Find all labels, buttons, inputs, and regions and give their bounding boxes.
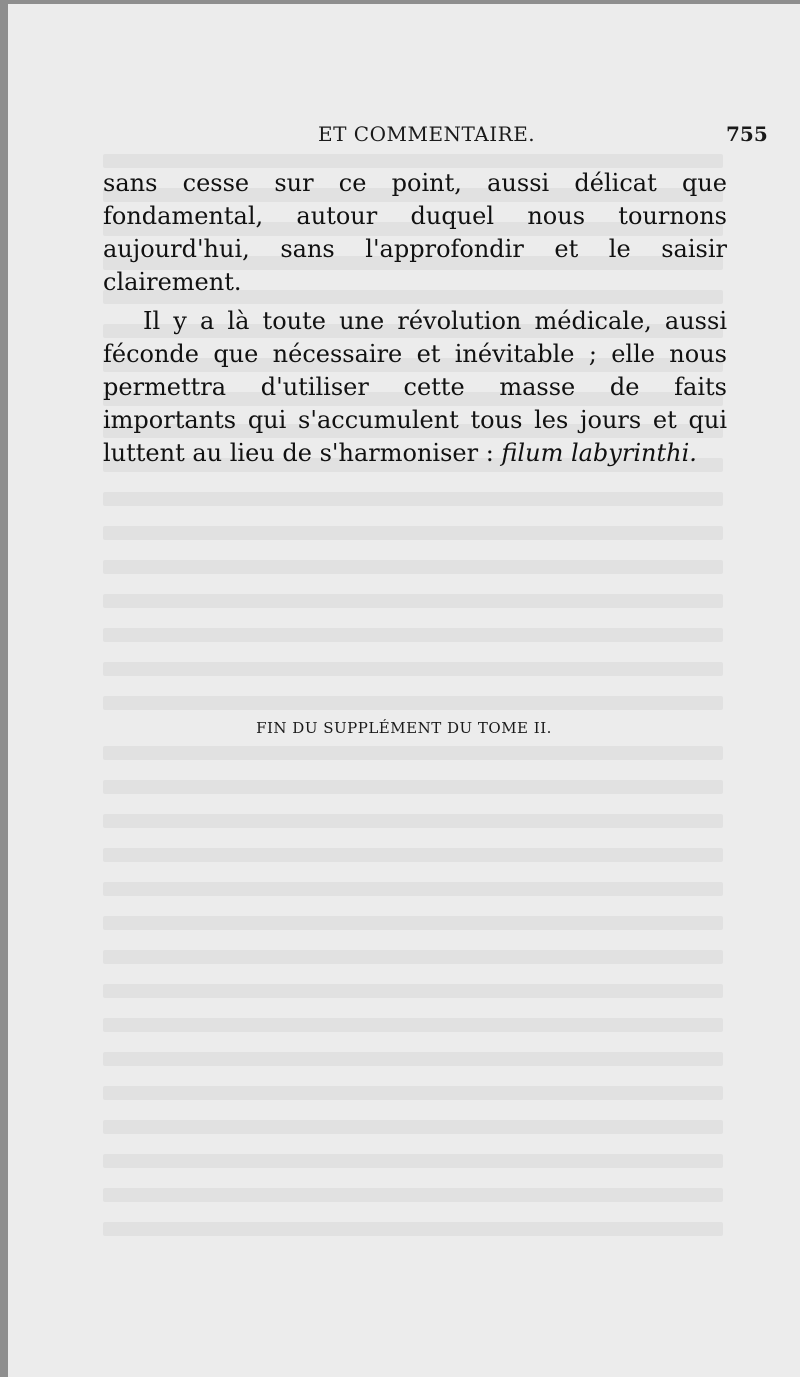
book-page — [8, 4, 800, 1377]
body-text — [103, 167, 727, 470]
paragraph-1: sans cesse sur ce point, aussi délicat que fondamental, autour duquel nous tournons aujourd'hui, sans l'approfondir et le saisir clairement. — [103, 169, 727, 296]
paragraph-2 — [103, 305, 727, 470]
page-number: 755 — [726, 122, 768, 146]
running-head-title: ET COMMENTAIRE. — [318, 122, 536, 146]
paragraph-2-text: Il y a là toute une révolution médicale, aussi féconde que nécessaire et inévitable ; elle nous permettra d'utiliser cette masse de faits importants qui s'accumulent tous les jours et qui luttent au lieu de s'harmoniser : — [103, 307, 727, 467]
running-head — [8, 122, 800, 152]
paragraph-2-italic-phrase: filum labyrinthi. — [501, 439, 697, 467]
end-of-supplement-note: FIN DU SUPPLÉMENT DU TOME II. — [256, 719, 552, 737]
